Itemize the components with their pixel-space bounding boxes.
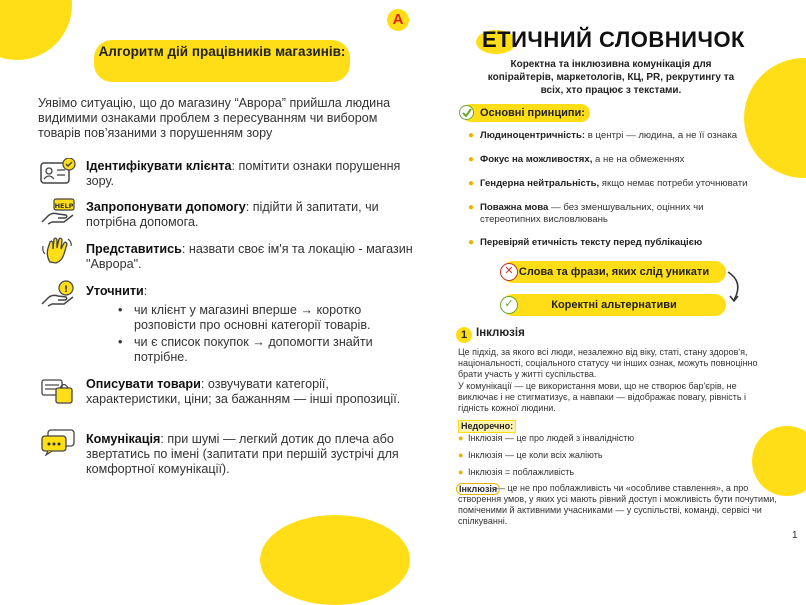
- svg-text:HELP: HELP: [54, 202, 74, 210]
- page-number: 1: [792, 530, 798, 541]
- principle-item: ● Гендерна нейтральність, якщо немає потреби уточнювати: [468, 178, 748, 189]
- definition-paragraph-2: У комунікації — це використання мови, що не створює бар'єрів, не виключає і не стигматизує, а навпаки — відображає повагу, рівність і гідність кожної людини.: [458, 381, 747, 413]
- final-paragraph: — це не про поблажливість чи «особливе ставлення», а про створення умов, у яких усі мають рівний доступ і можливість бути почутими, поміченими й активними учасниками — у суспільстві, команді, сервісі чи спілкуванні.: [458, 483, 777, 526]
- svg-text:!: !: [63, 285, 69, 295]
- step-identify: Ідентифікувати клієнта: помітити ознаки порушення зору.: [86, 159, 401, 188]
- clarify-bullet: • чи клієнт у магазині вперше → коротко розповісти про основні категорії товарів.: [118, 303, 371, 332]
- incorrect-item: ● Інклюзія — це коли всіх жаліють: [458, 450, 603, 460]
- curved-arrow-icon: [726, 270, 746, 306]
- chat-bubble-icon: [40, 428, 76, 456]
- shopping-bag-icon: [40, 376, 76, 404]
- incorrect-item: ● Інклюзія = поблажливість: [458, 467, 575, 477]
- step-describe-products: Описувати товари: озвучувати категорії, характеристики, ціни; за бажанням — інші пропозиції.: [86, 377, 401, 406]
- check-mark-icon: [461, 107, 473, 118]
- dictionary-subtitle: Коректна та інклюзивна комунікація для копірайтерів, маркетологів, КЦ, PR, рекрутингу та всіх, хто працює з текстами.: [487, 59, 735, 96]
- step-introduce: Представитись: назвати своє ім'я та локацію - магазин "Аврора".: [86, 242, 413, 271]
- definition-paragraph: Це підхід, за якого всі люди, незалежно від віку, статі, стану здоров'я, національності, соціального статусу чи інших ознак, можуть повноцінно брати участь у житті суспільства.: [458, 347, 758, 379]
- deco-circle-left-bottom: [260, 515, 410, 605]
- principle-item: ● Поважна мова — без зменшувальних, оцінних чи стереотипних висловлювань: [468, 202, 704, 225]
- cross-icon: ✕: [500, 263, 518, 281]
- step-communication: Комунікація: при шумі — легкий дотик до плеча або звертатись по імені (запитати при першій зустрічі для комфортної комунікації).: [86, 432, 399, 476]
- intro-paragraph: Уявімо ситуацію, що до магазину “Аврора” прийшла людина видимими ознаками проблем з пересуванням чи вибором товарів пов’язаними з порушенням зору: [38, 96, 391, 140]
- avoid-phrases-pill: Слова та фрази, яких слід уникати: [502, 261, 726, 283]
- dictionary-title: ЕТИЧНИЙ СЛОВНИЧОК: [482, 27, 745, 53]
- left-page-title: Алгоритм дій працівників магазинів:: [94, 40, 350, 82]
- correct-alternatives-pill: Коректні альтернативи: [502, 294, 726, 316]
- help-hand-icon: [40, 198, 76, 226]
- principle-item: ● Людиноцентричність: в центрі — людина, а не її ознака: [468, 130, 738, 141]
- principle-item: ● Перевіряй етичність тексту перед публікацією: [468, 237, 703, 248]
- hand-info-icon: [40, 280, 76, 308]
- check-icon: ✓: [500, 296, 518, 314]
- principles-heading: Основні принципи:: [462, 104, 590, 122]
- brand-logo: А: [387, 9, 409, 31]
- section-title: Інклюзія: [476, 327, 525, 339]
- id-card-icon: [40, 158, 76, 186]
- principle-item: ● Фокус на можливостях, а не на обмеженнях: [468, 154, 685, 165]
- section-number: 1: [456, 327, 472, 343]
- incorrect-label: Недоречно:: [458, 420, 516, 433]
- step-offer-help: Запропонувати допомогу: підійти й запитати, чи потрібна допомога.: [86, 200, 379, 229]
- step-clarify: Уточнити:: [86, 284, 148, 298]
- deco-circle-left-top: [0, 0, 72, 60]
- waving-hand-icon: [40, 236, 76, 264]
- incorrect-item: ● Інклюзія — це про людей з інвалідністю: [458, 433, 635, 443]
- inclusion-word: Інклюзія: [456, 483, 500, 495]
- clarify-bullet: • чи є список покупок → допомогти знайти потрібне.: [118, 335, 373, 364]
